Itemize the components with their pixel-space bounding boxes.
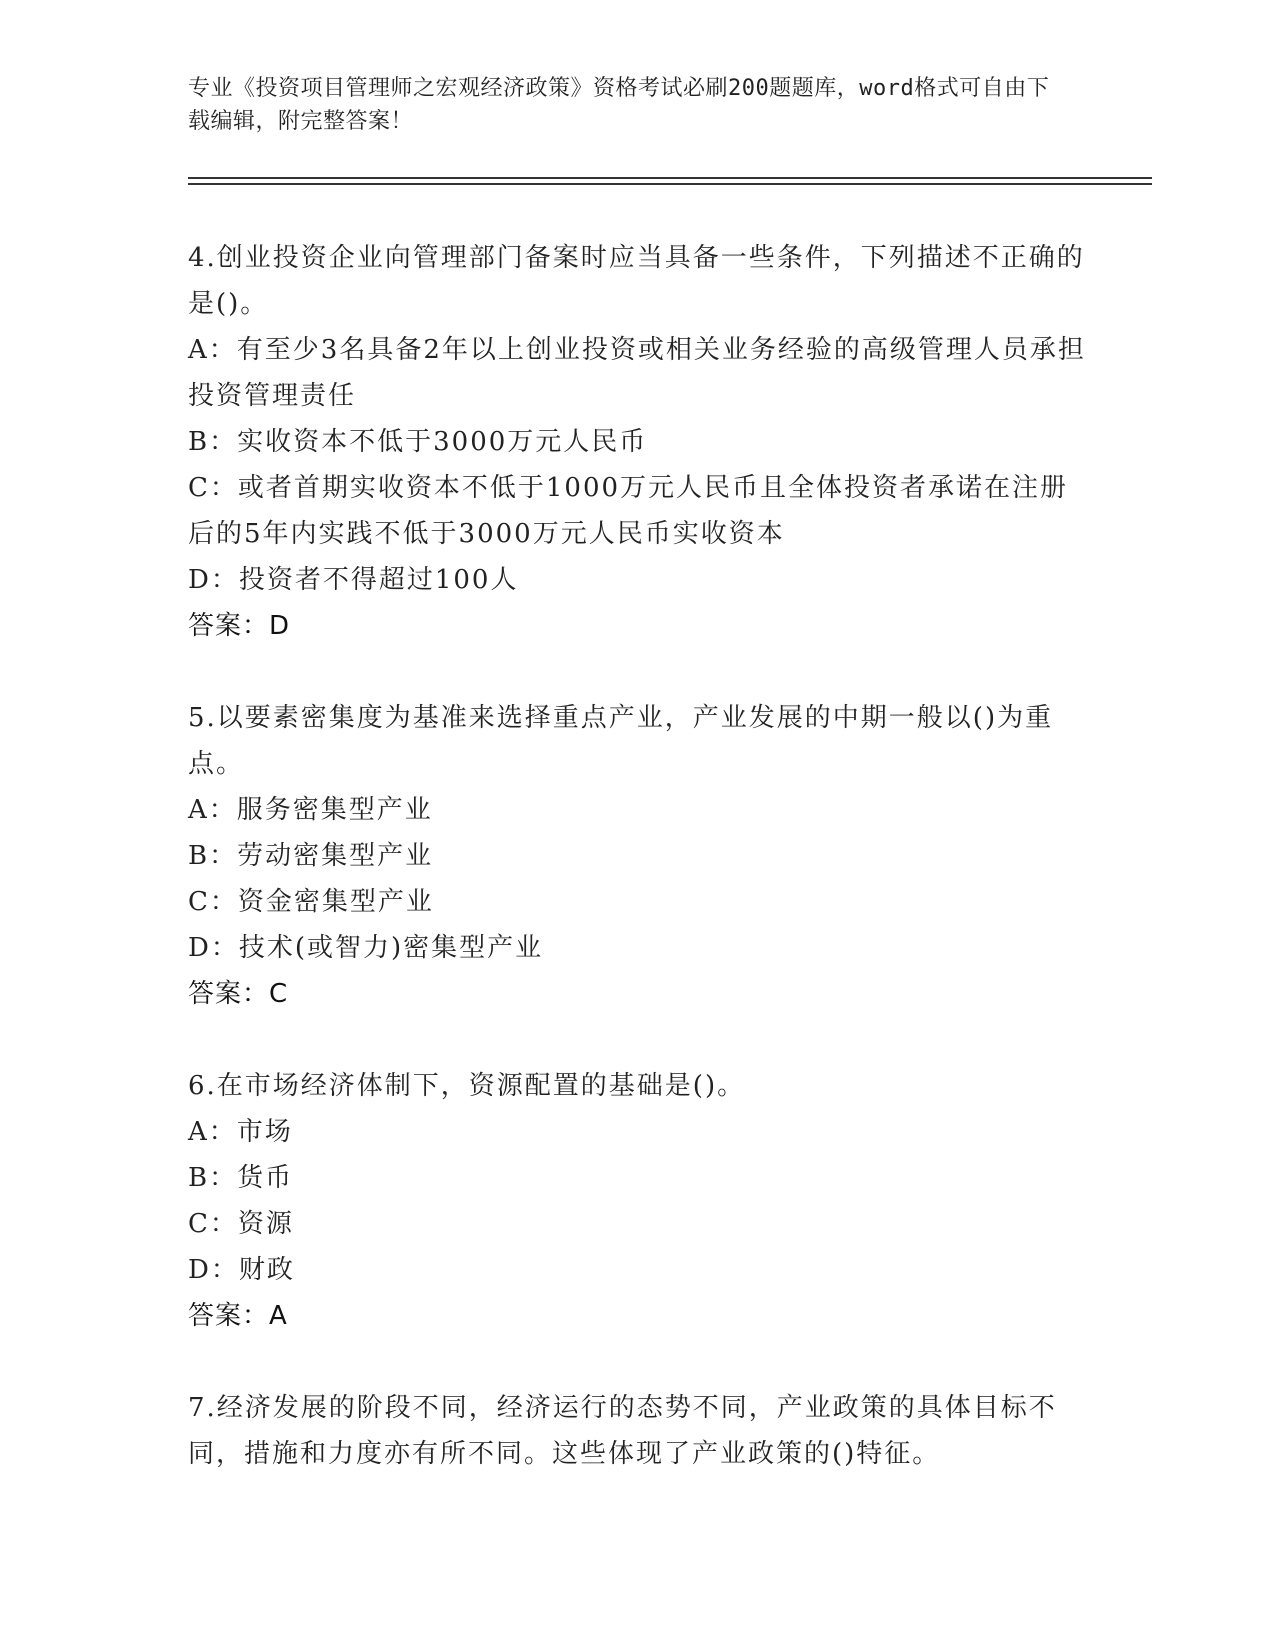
option-d: D：财政 [188, 1255, 295, 1285]
option-b: B：劳动密集型产业 [188, 841, 434, 871]
answer: 答案：D [188, 611, 291, 641]
question-7 [188, 1385, 1088, 1477]
answer: 答案：C [188, 979, 289, 1009]
option-a: A：服务密集型产业 [188, 795, 433, 825]
option-a: A：市场 [188, 1117, 293, 1147]
question-stem: 6.在市场经济体制下，资源配置的基础是()。 [188, 1071, 746, 1101]
question-list [188, 235, 1088, 1523]
option-c: C：或者首期实收资本不低于1000万元人民币且全体投资者承诺在注册后的5年内实践不低于3000万元人民币实收资本 [188, 473, 1069, 549]
option-a: A：有至少3名具备2年以上创业投资或相关业务经验的高级管理人员承担投资管理责任 [188, 335, 1086, 411]
question-stem: 5.以要素密集度为基准来选择重点产业，产业发展的中期一般以()为重点。 [188, 703, 1054, 779]
question-stem: 4.创业投资企业向管理部门备案时应当具备一些条件，下列描述不正确的是()。 [188, 243, 1085, 319]
document-header: 专业《投资项目管理师之宏观经济政策》资格考试必刷200题题库，word格式可自由下载编辑，附完整答案！ [188, 76, 1050, 134]
option-c: C：资金密集型产业 [188, 887, 434, 917]
question-4 [188, 235, 1088, 649]
header-divider-top [188, 177, 1152, 179]
question-5 [188, 695, 1088, 1017]
option-d: D：技术(或智力)密集型产业 [188, 933, 544, 963]
question-6 [188, 1063, 1088, 1339]
option-d: D：投资者不得超过100人 [188, 565, 519, 595]
header-divider-bottom [188, 183, 1152, 185]
question-stem: 7.经济发展的阶段不同，经济运行的态势不同，产业政策的具体目标不同，措施和力度亦有所不同。这些体现了产业政策的()特征。 [188, 1393, 1057, 1469]
option-c: C：资源 [188, 1209, 294, 1239]
answer: 答案：A [188, 1301, 288, 1331]
option-b: B：实收资本不低于3000万元人民币 [188, 427, 648, 457]
option-b: B：货币 [188, 1163, 294, 1193]
